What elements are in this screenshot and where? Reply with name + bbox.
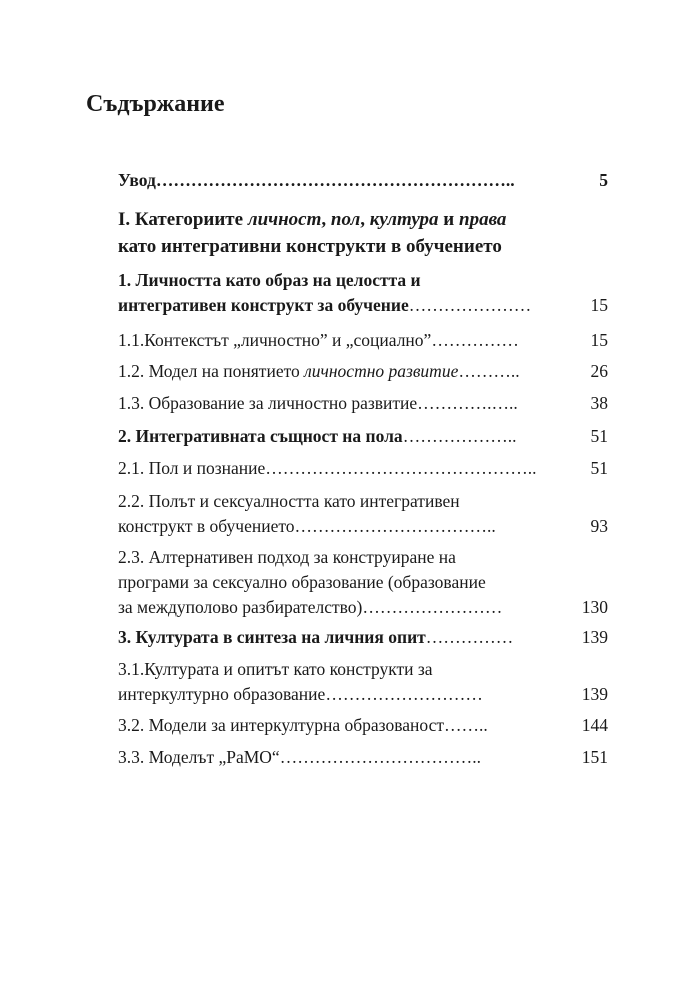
toc-page-number: 26 <box>590 361 608 381</box>
page-title: Съдържание <box>86 91 225 117</box>
toc-leader-dots: …………………………….. <box>279 747 481 767</box>
toc-page-number: 5 <box>599 170 608 190</box>
toc-leader-dots: …….. <box>443 715 488 735</box>
toc-leader-dots: …………… <box>431 330 519 350</box>
toc-page-number: 15 <box>590 330 608 350</box>
toc-heading-italic-term: личност <box>247 209 322 230</box>
toc-leader-dots: ………….….. <box>417 393 518 413</box>
toc-page-number: 130 <box>581 597 608 617</box>
toc-entry-2-3[interactable] <box>118 545 608 620</box>
toc-entry-label-italic: личностно развитие <box>304 361 459 381</box>
toc-page-number: 144 <box>581 715 608 735</box>
toc-entry-section-1[interactable] <box>118 268 608 318</box>
toc-entry-2-1[interactable] <box>118 456 608 481</box>
toc-page-number: 15 <box>590 295 608 315</box>
toc-entry-label-line2: интегративен конструкт за обучение <box>118 295 409 315</box>
toc-page-number: 38 <box>590 393 608 413</box>
toc-entry-1-1[interactable] <box>118 328 608 353</box>
toc-entry-label-line2: програми за сексуално образование (образование <box>118 572 486 592</box>
toc-entry-label: 3.2. Модели за интеркултурна образованост <box>118 715 444 735</box>
toc-entry-label-line1: 1. Личността като образ на целостта и <box>118 270 421 290</box>
toc-entry-label: 2. Интегративната същност на пола <box>118 426 403 446</box>
toc-heading-text: , <box>360 209 370 230</box>
toc-leader-dots: ……….. <box>458 361 520 381</box>
toc-leader-dots: ……………………………………….. <box>265 458 537 478</box>
toc-entry-3-2[interactable] <box>118 713 608 738</box>
toc-heading-text: и <box>438 209 459 230</box>
toc-entry-section-2[interactable] <box>118 424 608 449</box>
toc-page-number: 139 <box>581 627 608 647</box>
toc-heading-text: I. Категориите <box>118 209 248 230</box>
toc-entry-1-3[interactable] <box>118 391 608 416</box>
toc-entry-3-1[interactable] <box>118 657 608 707</box>
toc-entry-label: 3.3. Моделът „РаМО“ <box>118 747 280 767</box>
toc-page-number: 51 <box>590 458 608 478</box>
toc-entry-label-line1: 2.2. Полът и сексуалността като интегративен <box>118 491 460 511</box>
toc-entry-label: 1.3. Образование за личностно развитие <box>118 393 418 413</box>
toc-entry-intro[interactable] <box>118 168 608 193</box>
toc-leader-dots: ……………………… <box>325 684 483 704</box>
toc-entry-label: Увод <box>118 170 156 190</box>
toc-leader-dots: …………………………………………………….. <box>155 170 515 190</box>
toc-leader-dots: …………………………….. <box>294 516 496 536</box>
toc-entry-1-2[interactable] <box>118 359 608 384</box>
toc-entry-label <box>118 359 458 384</box>
toc-page-number: 51 <box>590 426 608 446</box>
toc-leader-dots: …………… <box>425 627 514 647</box>
toc-entry-label: 2.1. Пол и познание <box>118 458 266 478</box>
toc-leader-dots: ………………… <box>408 295 532 315</box>
toc-leader-dots: ……………….. <box>402 426 517 446</box>
toc-entry-section-3[interactable] <box>118 625 608 650</box>
toc-entry-label-line1: 3.1.Културата и опитът като конструкти за <box>118 659 433 679</box>
toc-part-heading-line2: като интегративни конструкти в обучението <box>118 236 502 257</box>
toc-entry-label-line1: 2.3. Алтернативен подход за конструиране на <box>118 547 456 567</box>
toc-entry-label-line2: интеркултурно образование <box>118 684 326 704</box>
toc-part-heading-line1 <box>118 206 608 233</box>
toc-leader-dots: …………………… <box>362 597 503 617</box>
toc-entry-label-line2: конструкт в обучението <box>118 516 295 536</box>
toc-page-number: 139 <box>581 684 608 704</box>
toc-entry-label-text: 1.2. Модел на понятието <box>118 361 305 381</box>
toc-entry-label: 1.1.Контекстът „личностно” и „социално” <box>118 330 432 350</box>
toc-heading-italic-term: пол <box>330 209 361 230</box>
toc-part-heading[interactable] <box>118 206 608 260</box>
toc-entry-label: 3. Културата в синтеза на личния опит <box>118 627 426 647</box>
toc-heading-italic-term: култура <box>369 209 439 230</box>
toc-page-number: 151 <box>581 747 608 767</box>
toc-entry-label-line3: за междуполово разбирателство) <box>118 597 363 617</box>
toc-heading-italic-term: права <box>459 209 507 230</box>
toc-heading-text: , <box>321 209 331 230</box>
toc-page-number: 93 <box>590 516 608 536</box>
toc-entry-3-3[interactable] <box>118 745 608 770</box>
toc-entry-2-2[interactable] <box>118 489 608 539</box>
